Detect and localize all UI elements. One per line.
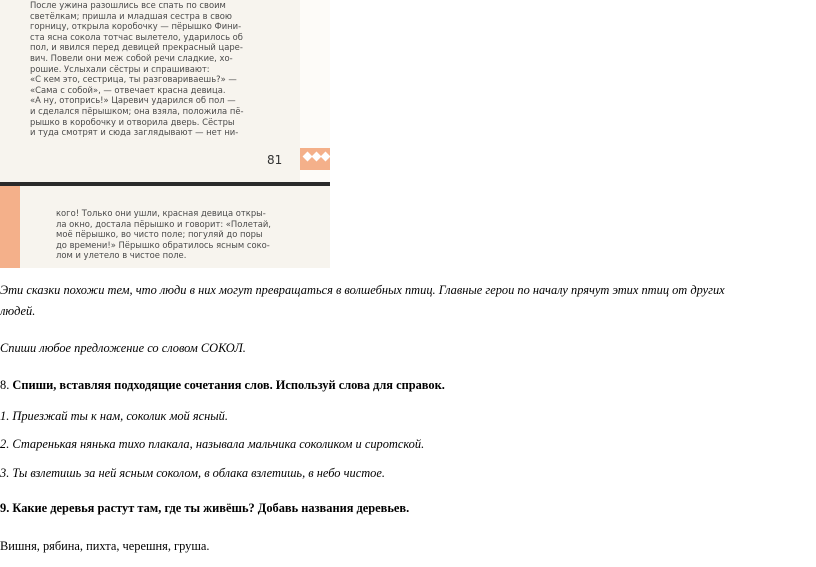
sentence-2: 2. Старенькая нянька тихо плакала, называла мальчика соколиком и сиротской. (0, 437, 425, 451)
task-8-text: Спиши, вставляя подходящие сочетания слов. Используй слова для справок. (12, 378, 445, 392)
sentence-3: 3. Ты взлетишь за ней ясным соколом, в облака взлетишь, в небо чистое. (0, 466, 385, 480)
page-number: 81 (267, 153, 283, 167)
trees-list: Вишня, рябина, пихта, черешня, груша. (0, 539, 210, 553)
scan-text-bottom: кого! Только они ушли, красная девица откры- ла окно, достала пёрышко и говорит: «Полетай, моё пёрышко, во чисто поле; погуляй до поры до времени!» Пёрышко обратилось ясным соко- лом и улетело в чистое поле. (56, 208, 271, 261)
textbook-scan-continuation (0, 186, 330, 268)
task-copy-sokol: Спиши любое предложение со словом СОКОЛ. (0, 341, 246, 355)
scan-text-top: После ужина разошлись все спать по своим светёлкам; пришла и младшая сестра в свою горницу, открыла коробочку — пёрышко Фини- ста ясна сокола тотчас вылетело, ударилось об пол, и явился перед девицей прекрасный царе- вич. Повели они меж собой речи сладкие, хо- рошие. Услыхали сёстры и спрашивают: «С кем это, сестрица, ты разговариваешь?» — «Сама с собой», — отвечает красна девица. «А ну, отопрись!» Царевич ударился об пол — и сделался пёрышком; она взяла, положила пё- рышко в коробочку и отворила дверь. Сёстры и туда смотрят и сюда заглядывают — нет ни- (30, 0, 244, 138)
page-margin-band (0, 186, 20, 268)
task-8-heading (0, 375, 445, 395)
task-9-heading: 9. Какие деревья растут там, где ты живёшь? Добавь названия деревьев. (0, 501, 410, 515)
sentence-1: 1. Приезжай ты к нам, соколик мой ясный. (0, 409, 228, 423)
task-8-number: 8. (0, 378, 10, 392)
intro-paragraph: Эти сказки похожи тем, что люди в них могут превращаться в волшебных птиц. Главные герои по началу прячут этих птиц от других (0, 283, 725, 297)
intro-paragraph-continued: людей. (0, 304, 36, 318)
textbook-scan-page-81 (0, 0, 330, 185)
